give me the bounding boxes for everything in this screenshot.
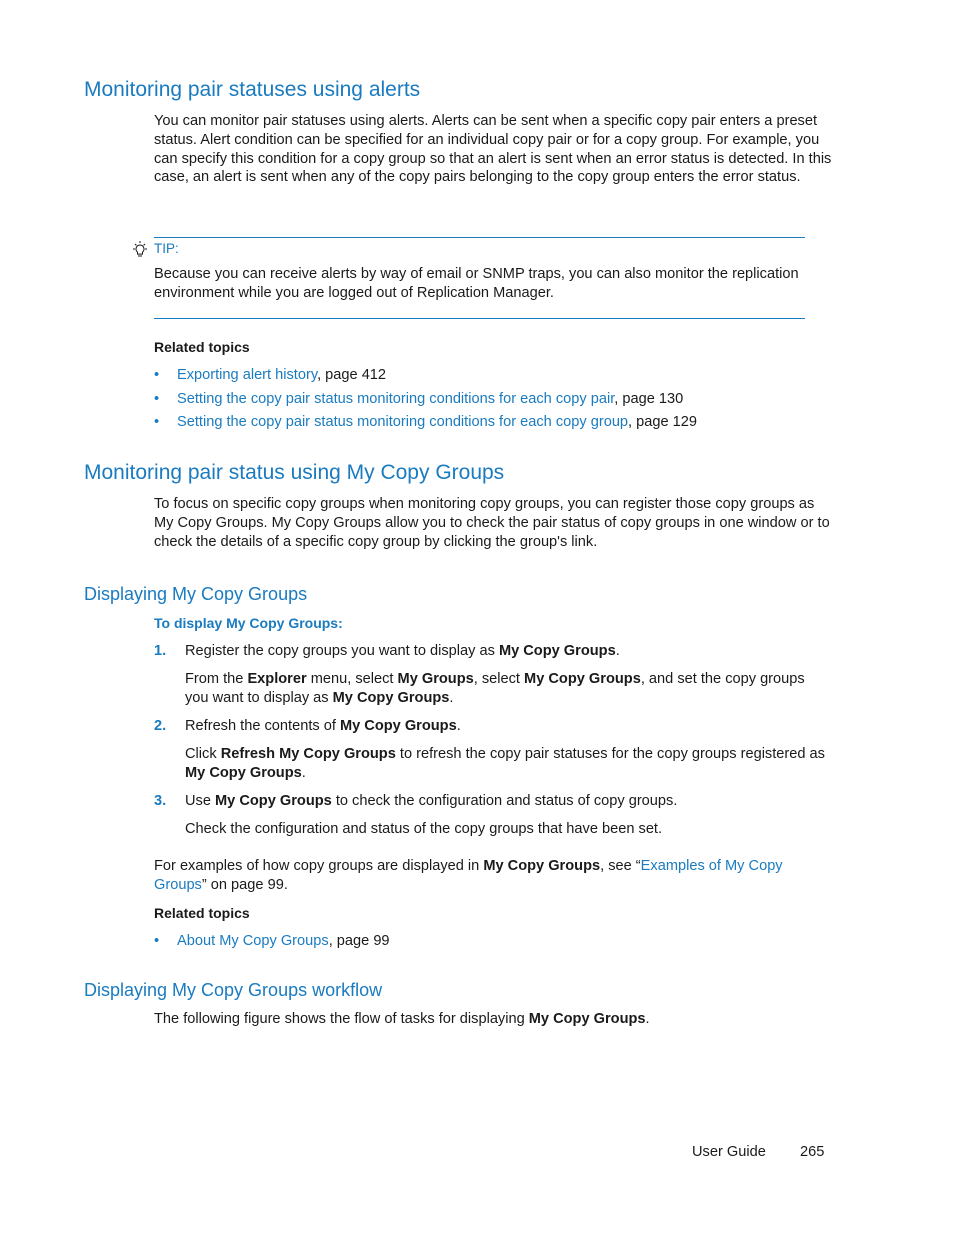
tip-bottom-rule — [154, 318, 805, 319]
link-examples-my-copy-groups[interactable]: Examples of My Copy Groups — [154, 858, 783, 893]
step-text: Refresh the contents of — [185, 718, 340, 734]
step-text: to check the configuration and status of copy groups. — [331, 793, 678, 809]
tip-text: Because you can receive alerts by way of email or SNMP traps, you can also monitor the replication environment while you are logged out of Replication Manager. — [154, 266, 799, 301]
step-emphasis: My Copy Groups — [215, 793, 332, 809]
page-ref: , page 129 — [628, 414, 698, 430]
related-topics-heading: Related topics — [154, 339, 250, 355]
section-title-my-copy-groups: Monitoring pair status using My Copy Groups — [84, 461, 505, 484]
step-text: . — [456, 718, 461, 734]
page-ref: , page 99 — [328, 933, 390, 949]
step-number: 2. — [154, 718, 167, 734]
step-3 — [154, 792, 834, 811]
alerts-paragraph: You can monitor pair statuses using alerts. Alerts can be sent when a specific copy pair enters a preset status. Alert condition can be specified for an individual copy pair or for a copy group. For example, you can specify this condition for a copy group so that an alert is sent when an error status is detected. In this case, an alert is sent when any of the copy pairs belonging to the copy group enters the error status. — [154, 113, 832, 186]
link-monitoring-conditions-copy-pair[interactable]: Setting the copy pair status monitoring conditions for each copy pair — [177, 391, 615, 407]
my-copy-groups-paragraph: To focus on specific copy groups when monitoring copy groups, you can register those copy groups as My Copy Groups. My Copy Groups allow you to check the pair status of copy groups in one window or to check the details of a specific copy group by clicking the group's link. — [154, 496, 830, 550]
list-item — [154, 413, 834, 432]
list-item — [154, 932, 834, 951]
examples-paragraph: For examples of how copy groups are displayed in My Copy Groups, see “Examples of My Copy Groups” on page 99. — [154, 858, 783, 893]
page-ref: , page 130 — [614, 391, 684, 407]
step-text: . — [615, 643, 620, 659]
footer-label: User Guide — [692, 1144, 766, 1160]
subsection-title-workflow: Displaying My Copy Groups workflow — [84, 980, 383, 1000]
lightbulb-icon — [130, 240, 150, 260]
procedure-title: To display My Copy Groups: — [154, 615, 343, 631]
page-number: 265 — [800, 1144, 825, 1160]
link-monitoring-conditions-copy-group[interactable]: Setting the copy pair status monitoring conditions for each copy group — [177, 414, 629, 430]
step-emphasis: My Copy Groups — [498, 643, 616, 659]
bullet-dot: • — [154, 933, 160, 949]
list-item — [154, 390, 834, 409]
link-about-my-copy-groups[interactable]: About My Copy Groups — [177, 933, 329, 949]
tip-label: TIP: — [154, 241, 179, 256]
list-item — [154, 366, 834, 385]
bullet-dot: • — [154, 367, 160, 383]
bullet-dot: • — [154, 391, 160, 407]
subsection-title-displaying: Displaying My Copy Groups — [84, 584, 308, 604]
step-1-detail: From the Explorer menu, select My Groups, select My Copy Groups, and set the copy groups you want to display as My Copy Groups. — [185, 671, 805, 706]
section-title-alerts: Monitoring pair statuses using alerts — [84, 78, 421, 101]
step-text: Register the copy groups you want to display as — [185, 643, 499, 659]
bullet-dot: • — [154, 414, 160, 430]
step-2 — [154, 717, 834, 736]
step-emphasis: My Copy Groups — [339, 718, 457, 734]
step-3-detail: Check the configuration and status of the copy groups that have been set. — [185, 821, 663, 837]
step-1 — [154, 642, 834, 661]
related-topics-heading: Related topics — [154, 905, 250, 921]
link-exporting-alert-history[interactable]: Exporting alert history — [177, 367, 318, 383]
step-number: 1. — [154, 643, 167, 659]
page-ref: , page 412 — [317, 367, 387, 383]
tip-top-rule — [154, 237, 805, 238]
step-text: Use — [185, 793, 216, 809]
step-number: 3. — [154, 793, 167, 809]
step-2-detail: Click Refresh My Copy Groups to refresh the copy pair statuses for the copy groups registered as My Copy Groups. — [185, 746, 825, 781]
workflow-paragraph: The following figure shows the flow of tasks for displaying My Copy Groups. — [154, 1011, 650, 1027]
